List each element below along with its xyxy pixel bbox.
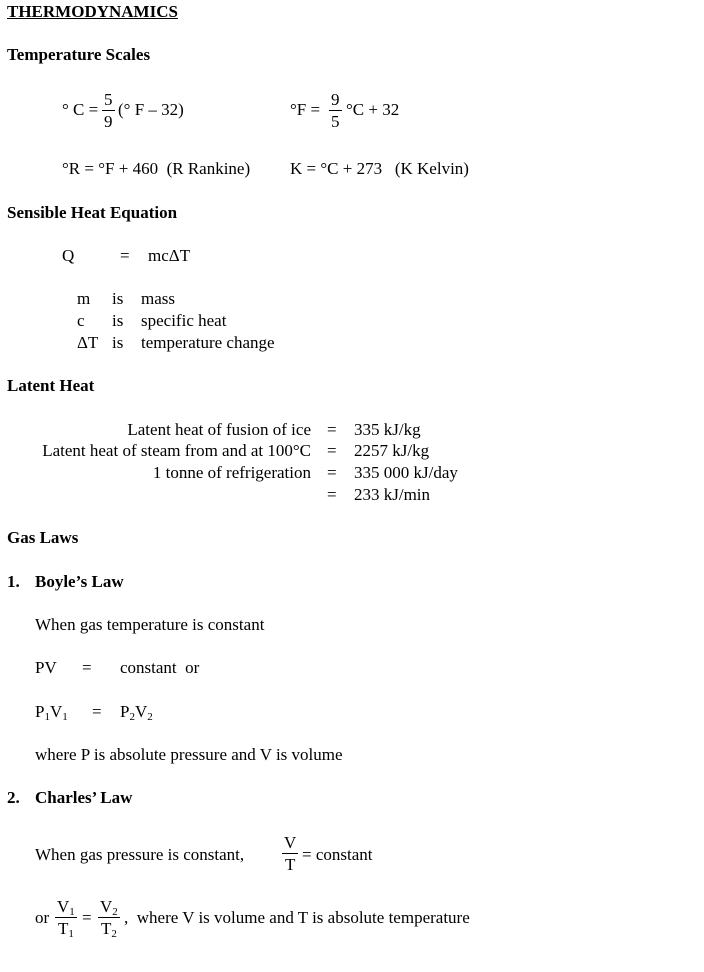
denominator: T: [284, 855, 296, 874]
subscript: 1: [68, 928, 74, 940]
list-number: 1.: [7, 572, 20, 591]
fraction: [329, 89, 342, 132]
fraction-v2-over-t2: [98, 896, 120, 939]
denominator: [101, 918, 117, 939]
numerator: [55, 896, 77, 918]
boyles-law-title: Boyle’s Law: [35, 572, 124, 591]
equals: =: [327, 420, 337, 439]
symbol: T: [57, 919, 69, 938]
sensible-heat-rhs: mcΔT: [148, 246, 191, 265]
subscript: 1: [69, 906, 75, 918]
formula-lhs: ° C =: [62, 100, 99, 119]
variable-description: mass: [141, 289, 175, 308]
boyles-law-note: where P is absolute pressure and V is volume: [35, 745, 343, 764]
pv-rhs: constant or: [120, 658, 200, 677]
denominator: 9: [104, 112, 113, 131]
pv-lhs: PV: [35, 658, 57, 677]
numerator: 5: [104, 90, 113, 109]
subscript: 1: [44, 711, 50, 723]
symbol: P: [120, 702, 130, 721]
variable-symbol: ΔT: [77, 333, 99, 352]
subscript: 2: [112, 906, 118, 918]
formula-rhs: (° F – 32): [118, 100, 184, 119]
latent-heat-value: 335 000 kJ/day: [354, 463, 458, 482]
latent-heat-label: 1 tonne of refrigeration: [152, 463, 311, 482]
denominator: 5: [331, 112, 340, 131]
fraction-v1-over-t1: [55, 896, 77, 939]
page-title: THERMODYNAMICS: [7, 2, 178, 21]
p1v1: [35, 702, 68, 722]
latent-heat-label: Latent heat of fusion of ice: [127, 420, 311, 439]
section-heading-temperature-scales: Temperature Scales: [7, 45, 151, 64]
list-number: 2.: [7, 788, 20, 807]
latent-heat-value: 233 kJ/min: [354, 485, 431, 504]
or-label: or: [35, 908, 50, 927]
subscript: 1: [62, 711, 68, 723]
section-heading-gas-laws: Gas Laws: [7, 528, 79, 547]
charles-law-title: Charles’ Law: [35, 788, 133, 807]
latent-heat-value: 2257 kJ/kg: [354, 441, 430, 460]
symbol: V: [49, 702, 63, 721]
equals: =: [327, 485, 337, 504]
numerator: 9: [331, 90, 340, 109]
variable-is: is: [112, 289, 124, 308]
p2v2: [120, 702, 153, 722]
variable-is: is: [112, 311, 124, 330]
charles-law-condition: When gas pressure is constant,: [35, 845, 245, 864]
equals: =: [92, 702, 102, 721]
symbol: V: [100, 897, 113, 916]
variable-description: specific heat: [141, 311, 227, 330]
equals: =: [327, 463, 337, 482]
symbol: P: [35, 702, 45, 721]
symbol: V: [134, 702, 148, 721]
charles-law-rhs: = constant: [302, 845, 373, 864]
charles-law-note: , where V is volume and T is absolute temperature: [124, 908, 470, 927]
kelvin-formula: K = °C + 273 (K Kelvin): [290, 159, 469, 178]
boyles-law-condition: When gas temperature is constant: [35, 615, 265, 634]
sensible-heat-lhs: Q: [62, 246, 75, 265]
fraction: [102, 89, 115, 132]
variable-symbol: m: [77, 289, 91, 308]
symbol: T: [100, 919, 112, 938]
section-heading-sensible-heat: Sensible Heat Equation: [7, 203, 178, 222]
equals: =: [82, 658, 92, 677]
equals: =: [82, 908, 92, 927]
numerator: [98, 896, 120, 918]
fraction-v-over-t: [282, 832, 298, 875]
numerator: V: [284, 833, 297, 852]
variable-is: is: [112, 333, 124, 352]
variable-symbol: c: [77, 311, 85, 330]
formula-rhs: °C + 32: [346, 100, 400, 119]
rankine-formula: °R = °F + 460 (R Rankine): [62, 159, 251, 178]
latent-heat-label: Latent heat of steam from and at 100°C: [42, 441, 311, 460]
formula-lhs: °F =: [290, 100, 321, 119]
variable-description: temperature change: [141, 333, 275, 352]
denominator: [58, 918, 74, 939]
equals: =: [327, 441, 337, 460]
symbol: V: [57, 897, 70, 916]
sensible-heat-equals: =: [120, 246, 130, 265]
subscript: 2: [129, 711, 135, 723]
subscript: 2: [111, 928, 117, 940]
latent-heat-value: 335 kJ/kg: [354, 420, 421, 439]
subscript: 2: [147, 711, 153, 723]
section-heading-latent-heat: Latent Heat: [7, 376, 95, 395]
